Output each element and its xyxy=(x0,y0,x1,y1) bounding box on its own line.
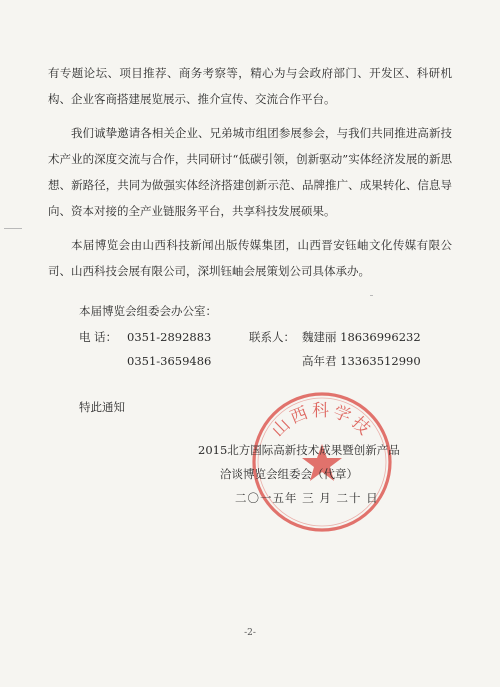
paragraph-1: 有专题论坛、项目推荐、商务考察等，精心为与会政府部门、开发区、科研机构、企业客商搭建展览展示、推介宣传、交流合作平台。 xyxy=(48,66,452,106)
signature-org-line-1: 2015北方国际高新技术成果暨创新产品 xyxy=(198,443,400,457)
contact-2: 高年君 13363512990 xyxy=(302,354,421,368)
scan-speck xyxy=(4,228,22,229)
notice-text: 特此通知 xyxy=(79,400,125,414)
seal-text: 山西科学技 xyxy=(268,401,376,442)
paragraph-3: 本届博览会由山西科技新闻出版传媒集团，山西晋安钰岫文化传媒有限公司、山西科技会展有限公司，深圳钰岫会展策划公司具体承办。 xyxy=(48,238,452,278)
page-number: -2- xyxy=(244,628,256,638)
phone-number-1: 0351-2892883 xyxy=(127,330,212,344)
scan-speck xyxy=(370,295,373,296)
contact-1: 魏建丽 18636996232 xyxy=(302,330,421,344)
phone-number-2: 0351-3659486 xyxy=(127,354,212,368)
phone-label: 电 话： xyxy=(79,330,118,344)
office-title: 本届博览会组委会办公室： xyxy=(79,304,217,318)
signature-org-line-2: 洽谈博览会组委会（代章） xyxy=(220,467,358,481)
official-seal-icon xyxy=(248,388,396,536)
paragraph-2: 我们诚挚邀请各相关企业、兄弟城市组团参展参会，与我们共同推进高新技术产业的深度交流与合作，共同研讨“低碳引领，创新驱动”实体经济发展的新思想、新路径，共同为做强实体经济搭建创新示范、品牌推广、成果转化、信息导向、资本对接的全产业链服务平台，共享科技发展硕果。 xyxy=(48,126,452,218)
signature-date: 二〇一五年 三 月 二十 日 xyxy=(235,491,379,505)
contact-label: 联系人： xyxy=(249,330,295,344)
